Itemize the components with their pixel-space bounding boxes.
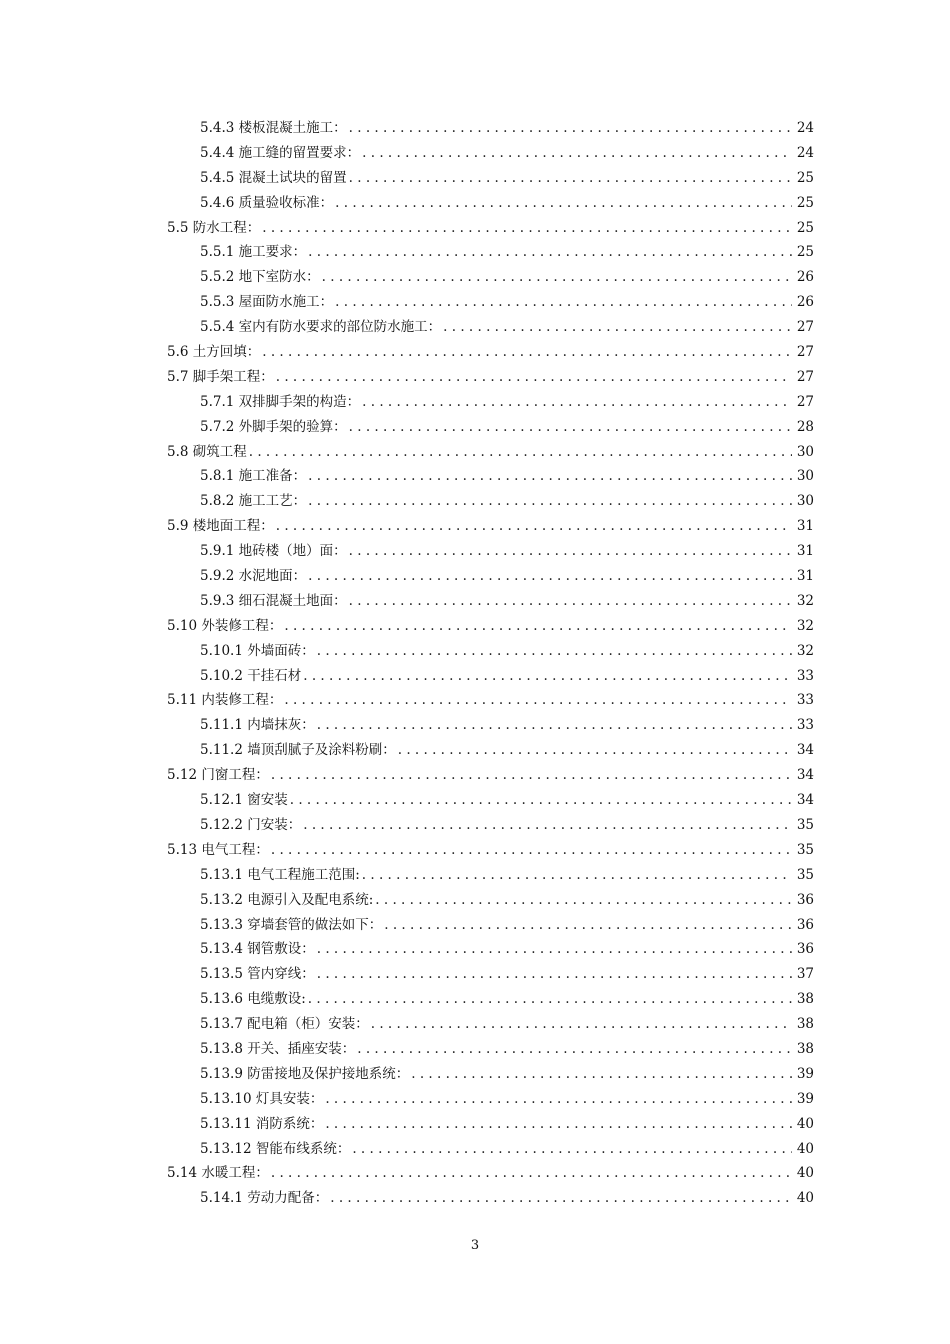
toc-dot-leader: [325, 1112, 792, 1137]
toc-dot-leader: [284, 614, 792, 639]
toc-entry-page: 38: [796, 1040, 814, 1057]
toc-entry-title: 5.8 砌筑工程: [167, 443, 247, 460]
toc-dot-leader: [271, 763, 792, 788]
toc-entry-title: 5.5.3 屋面防水施工：: [200, 294, 334, 311]
toc-entry-page: 32: [796, 592, 814, 609]
toc-entry[interactable]: [0, 191, 950, 216]
toc-dot-leader: [317, 713, 792, 738]
toc-entry-title: 5.10.1 外墙面砖：: [200, 642, 315, 659]
toc-entry[interactable]: [0, 440, 950, 465]
toc-dot-leader: [271, 1161, 792, 1186]
toc-dot-leader: [349, 116, 792, 141]
toc-entry-title: 5.10.2 干挂石材: [200, 667, 302, 684]
toc-entry[interactable]: [0, 265, 950, 290]
toc-entry-page: 30: [796, 468, 814, 485]
toc-entry-title: 5.8.2 施工工艺：: [200, 493, 307, 510]
toc-entry-page: 38: [796, 991, 814, 1008]
toc-entry[interactable]: [0, 1012, 950, 1037]
toc-entry-title: 5.5 防水工程：: [167, 219, 261, 236]
toc-dot-leader: [317, 937, 792, 962]
toc-dot-leader: [349, 539, 792, 564]
toc-entry[interactable]: [0, 788, 950, 813]
toc-entry-title: 5.5.1 施工要求：: [200, 244, 307, 261]
toc-entry[interactable]: [0, 639, 950, 664]
toc-entry[interactable]: [0, 340, 950, 365]
toc-entry-page: 32: [796, 617, 814, 634]
toc-entry-page: 25: [796, 169, 814, 186]
toc-dot-leader: [398, 738, 792, 763]
toc-entry-page: 34: [796, 767, 814, 784]
toc-entry[interactable]: [0, 290, 950, 315]
toc-entry[interactable]: [0, 216, 950, 241]
toc-entry[interactable]: [0, 1186, 950, 1211]
toc-entry-title: 5.11.1 内墙抹灰：: [200, 717, 315, 734]
toc-entry-title: 5.7 脚手架工程：: [167, 368, 274, 385]
toc-entry[interactable]: [0, 390, 950, 415]
toc-entry-page: 36: [796, 941, 814, 958]
toc-entry-title: 5.11 内装修工程：: [167, 692, 283, 709]
toc-dot-leader: [308, 464, 792, 489]
toc-entry-title: 5.9.1 地砖楼（地）面：: [200, 543, 347, 560]
toc-dot-leader: [362, 141, 792, 166]
table-of-contents: [0, 116, 950, 1211]
toc-dot-leader: [335, 191, 792, 216]
toc-entry-page: 37: [796, 966, 814, 983]
toc-entry-title: 5.13.10 灯具安装：: [200, 1090, 324, 1107]
toc-dot-leader: [262, 216, 792, 241]
toc-dot-leader: [317, 962, 792, 987]
toc-entry-page: 25: [796, 244, 814, 261]
toc-entry-page: 28: [796, 418, 814, 435]
toc-dot-leader: [308, 564, 792, 589]
toc-entry[interactable]: [0, 1087, 950, 1112]
toc-entry[interactable]: [0, 315, 950, 340]
toc-dot-leader: [290, 788, 792, 813]
toc-entry[interactable]: [0, 937, 950, 962]
toc-entry-title: 5.13.9 防雷接地及保护接地系统：: [200, 1065, 410, 1082]
toc-dot-leader: [330, 1186, 792, 1211]
toc-entry-title: 5.13.12 智能布线系统：: [200, 1140, 351, 1157]
page-number: 3: [470, 1238, 480, 1253]
toc-entry-page: 24: [796, 120, 814, 136]
toc-entry[interactable]: [0, 464, 950, 489]
toc-entry-page: 27: [796, 393, 814, 410]
toc-entry-page: 27: [796, 368, 814, 385]
toc-entry-page: 35: [796, 841, 814, 858]
toc-entry-page: 30: [796, 443, 814, 460]
toc-entry-title: 5.12.2 门安装：: [200, 816, 302, 833]
toc-entry[interactable]: [0, 987, 950, 1012]
toc-entry-title: 5.7.1 双排脚手架的构造：: [200, 393, 361, 410]
toc-entry-title: 5.13.11 消防系统：: [200, 1115, 324, 1132]
toc-entry-page: 34: [796, 742, 814, 759]
toc-entry-page: 33: [796, 692, 814, 709]
toc-entry[interactable]: [0, 589, 950, 614]
toc-dot-leader: [262, 340, 792, 365]
toc-entry[interactable]: [0, 489, 950, 514]
toc-entry-page: 31: [796, 568, 814, 585]
toc-dot-leader: [335, 290, 792, 315]
toc-entry[interactable]: [0, 863, 950, 888]
toc-entry-title: 5.6 土方回填：: [167, 344, 261, 361]
toc-dot-leader: [362, 390, 792, 415]
toc-entry[interactable]: [0, 813, 950, 838]
toc-entry[interactable]: [0, 564, 950, 589]
toc-dot-leader: [371, 1012, 792, 1037]
toc-entry[interactable]: [0, 664, 950, 689]
toc-entry-page: 35: [796, 866, 814, 883]
toc-dot-leader: [317, 639, 792, 664]
toc-entry[interactable]: [0, 614, 950, 639]
toc-entry-title: 5.9.2 水泥地面：: [200, 568, 307, 585]
toc-dot-leader: [284, 688, 792, 713]
toc-entry-page: 36: [796, 891, 814, 908]
toc-entry-page: 30: [796, 493, 814, 510]
toc-entry-title: 5.8.1 施工准备：: [200, 468, 307, 485]
toc-entry-title: 5.13.8 开关、插座安装：: [200, 1040, 356, 1057]
toc-entry-page: 33: [796, 667, 814, 684]
toc-entry[interactable]: [0, 1037, 950, 1062]
toc-entry[interactable]: [0, 838, 950, 863]
toc-dot-leader: [308, 987, 792, 1012]
toc-dot-leader: [276, 514, 792, 539]
toc-entry-title: 5.4.6 质量验收标准：: [200, 194, 334, 211]
toc-dot-leader: [322, 265, 792, 290]
toc-entry[interactable]: [0, 365, 950, 390]
toc-entry-title: 5.13 电气工程：: [167, 841, 269, 858]
toc-entry-page: 32: [796, 642, 814, 659]
toc-entry-title: 5.4.5 混凝土试块的留置: [200, 169, 347, 186]
toc-entry-title: 5.13.6 电缆敷设:: [200, 991, 306, 1008]
toc-entry-title: 5.14.1 劳动力配备：: [200, 1190, 329, 1207]
toc-entry[interactable]: [0, 415, 950, 440]
toc-entry[interactable]: [0, 116, 950, 141]
toc-entry-page: 26: [796, 294, 814, 311]
toc-entry[interactable]: [0, 913, 950, 938]
toc-entry-title: 5.10 外装修工程：: [167, 617, 283, 634]
toc-entry-title: 5.4.3 楼板混凝土施工：: [200, 120, 347, 136]
toc-entry-page: 36: [796, 916, 814, 933]
toc-entry-page: 27: [796, 319, 814, 336]
toc-entry-page: 25: [796, 219, 814, 236]
toc-entry[interactable]: [0, 1137, 950, 1162]
toc-entry[interactable]: [0, 166, 950, 191]
toc-dot-leader: [249, 440, 792, 465]
toc-entry-page: 40: [796, 1190, 814, 1207]
toc-dot-leader: [352, 1137, 792, 1162]
toc-entry[interactable]: [0, 1062, 950, 1087]
toc-entry[interactable]: [0, 514, 950, 539]
toc-entry-title: 5.13.4 钢管敷设：: [200, 941, 315, 958]
toc-dot-leader: [303, 664, 792, 689]
toc-entry-title: 5.9.3 细石混凝土地面：: [200, 592, 347, 609]
toc-entry[interactable]: [0, 763, 950, 788]
toc-entry[interactable]: [0, 962, 950, 987]
toc-dot-leader: [443, 315, 792, 340]
toc-entry[interactable]: [0, 141, 950, 166]
toc-entry[interactable]: [0, 888, 950, 913]
toc-entry-page: 38: [796, 1016, 814, 1033]
toc-entry-page: 24: [796, 144, 814, 161]
toc-entry-page: 40: [796, 1115, 814, 1132]
toc-dot-leader: [349, 589, 792, 614]
toc-dot-leader: [303, 813, 792, 838]
toc-dot-leader: [357, 1037, 792, 1062]
toc-entry-title: 5.7.2 外脚手架的验算：: [200, 418, 347, 435]
toc-entry[interactable]: [0, 688, 950, 713]
toc-entry-title: 5.5.2 地下室防水：: [200, 269, 320, 286]
toc-entry-title: 5.12.1 窗安装: [200, 792, 288, 809]
toc-entry-title: 5.13.5 管内穿线：: [200, 966, 315, 983]
toc-entry[interactable]: [0, 713, 950, 738]
toc-dot-leader: [308, 240, 792, 265]
toc-entry-page: 34: [796, 792, 814, 809]
toc-dot-leader: [411, 1062, 792, 1087]
toc-dot-leader: [362, 863, 792, 888]
toc-entry[interactable]: [0, 1161, 950, 1186]
toc-entry[interactable]: [0, 1112, 950, 1137]
toc-entry-page: 26: [796, 269, 814, 286]
toc-entry-title: 5.13.1 电气工程施工范围:: [200, 866, 360, 883]
toc-entry-page: 39: [796, 1065, 814, 1082]
toc-entry-title: 5.13.7 配电箱（柜）安装：: [200, 1016, 369, 1033]
toc-dot-leader: [325, 1087, 792, 1112]
toc-entry-page: 35: [796, 816, 814, 833]
toc-entry-page: 40: [796, 1165, 814, 1182]
toc-entry[interactable]: [0, 240, 950, 265]
toc-entry-title: 5.9 楼地面工程：: [167, 518, 274, 535]
toc-dot-leader: [349, 415, 792, 440]
toc-dot-leader: [276, 365, 792, 390]
toc-entry-page: 31: [796, 518, 814, 535]
toc-dot-leader: [375, 888, 792, 913]
toc-entry-page: 27: [796, 344, 814, 361]
toc-entry-title: 5.11.2 墙顶刮腻子及涂料粉刷：: [200, 742, 396, 759]
toc-entry-page: 40: [796, 1140, 814, 1157]
toc-dot-leader: [271, 838, 792, 863]
toc-entry-title: 5.13.3 穿墙套管的做法如下：: [200, 916, 383, 933]
toc-entry-page: 33: [796, 717, 814, 734]
toc-entry-title: 5.5.4 室内有防水要求的部位防水施工：: [200, 319, 442, 336]
toc-entry-title: 5.13.2 电源引入及配电系统:: [200, 891, 374, 908]
toc-entry[interactable]: [0, 539, 950, 564]
toc-entry-title: 5.14 水暖工程：: [167, 1165, 269, 1182]
toc-entry-page: 25: [796, 194, 814, 211]
toc-dot-leader: [384, 913, 792, 938]
toc-dot-leader: [308, 489, 792, 514]
toc-entry-title: 5.12 门窗工程：: [167, 767, 269, 784]
toc-entry-page: 31: [796, 543, 814, 560]
toc-entry-page: 39: [796, 1090, 814, 1107]
toc-entry[interactable]: [0, 738, 950, 763]
toc-entry-title: 5.4.4 施工缝的留置要求：: [200, 144, 361, 161]
toc-dot-leader: [349, 166, 792, 191]
